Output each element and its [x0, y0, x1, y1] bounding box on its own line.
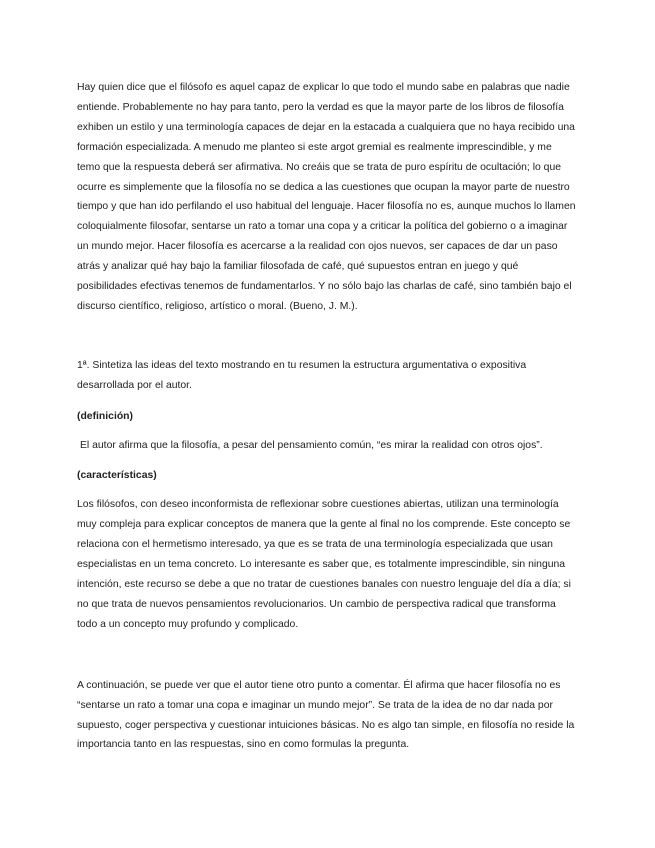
- spacer: [77, 635, 577, 676]
- question-paragraph: 1ª. Sintetiza las ideas del texto mostrando en tu resumen la estructura argumentativa o expositiva desarrollada por el autor.: [77, 359, 527, 391]
- quote-paragraph: Hay quien dice que el filósofo es aquel capaz de explicar lo que todo el mundo sabe en palabras que nadie entiende. Probablemente no hay para tanto, pero la verdad es que la mayor parte de los libros de filosofía exhiben un estilo y una terminología capaces de dejar en la estacada a cualquiera que no haya recibido una formación especializada. A menudo me planteo si este argot gremial es realmente imprescindible, y me temo que la respuesta deberá ser afirmativa. No creáis que se trata de puro espíritu de ocultación; lo que ocurre es simplemente que la filosofía no se dedica a las cuestiones que ocupan la mayor parte de nuestro tiempo y que han ido perfilando el uso habitual del lenguaje. Hacer filosofía no es, aunque muchos lo llamen coloquialmente filosofar, sentarse un rato a tomar una copa y a criticar la política del gobierno o a imaginar un mundo mejor. Hacer filosofía es acercarse a la realidad con ojos nuevos, ser capaces de dar un paso atrás y analizar qué hay bajo la familiar filosofada de café, qué supuestos entran en juego y qué posibilidades efectivas tenemos de fundamentarlos. Y no sólo bajo las charlas de café, sino también bajo el discurso científico, religioso, artístico o moral. (Bueno, J. M.).: [77, 82, 576, 312]
- spacer: [77, 396, 577, 407]
- characteristics-heading: (características): [77, 469, 157, 481]
- characteristics-paragraph: Los filósofos, con deseo inconformista de reflexionar sobre cuestiones abiertas, utilizan una terminología muy compleja para explicar conceptos de manera que la gente al final no los comprende. Este concepto se relaciona con el hermetismo interesado, ya que es se trata de una terminología especializada que usan especialistas en un tema concreto. Lo interesante es saber que, es totalmente imprescindible, sin ninguna intención, este recurso se debe a que no tratar de cuestiones banales con nuestro lenguaje del día a día; si no que trata de nuevos pensamientos revolucionarios. Un cambio de perspectiva radical que transforma todo a un concepto muy profundo y complicado.: [77, 499, 571, 630]
- spacer: [77, 317, 577, 356]
- spacer: [77, 485, 577, 495]
- spacer: [77, 427, 577, 436]
- continuation-paragraph: A continuación, se puede ver que el autor tiene otro punto a comentar. Él afirma que hacer filosofía no es “sentarse un rato a tomar una copa e imaginar un mundo mejor”. Se trata de la idea de no dar nada por supuesto, coger perspectiva y cuestionar intuiciones básicas. No es algo tan simple, en filosofía no reside la importancia tanto en las respuestas, sino en como formulas la pregunta.: [77, 679, 575, 751]
- definition-heading: (definición): [77, 410, 133, 422]
- spacer: [77, 456, 577, 466]
- document-body: [77, 78, 577, 755]
- definition-answer: El autor afirma que la filosofía, a pesar del pensamiento común, “es mirar la realidad con otros ojos”.: [80, 439, 543, 451]
